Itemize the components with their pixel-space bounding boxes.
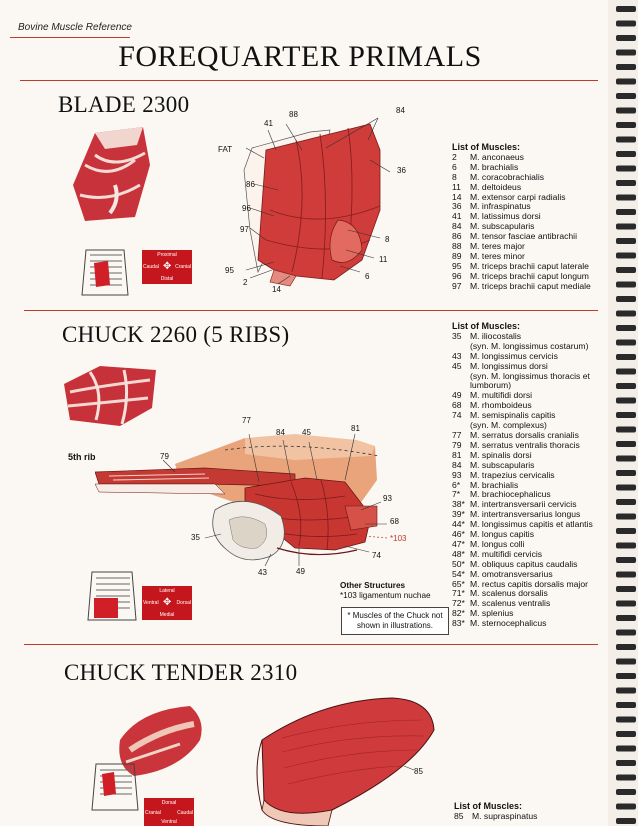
muscle-name: M. intertransversarii cervicis xyxy=(470,499,577,510)
binding-coil xyxy=(616,325,636,331)
muscle-name: M. triceps brachii caput mediale xyxy=(470,280,591,291)
muscle-name: M. longissimus dorsi xyxy=(470,360,548,371)
muscle-name: M. teres minor xyxy=(470,250,525,261)
binding-coil xyxy=(616,195,636,201)
muscle-number: 44* xyxy=(452,519,465,530)
muscle-number: 45 xyxy=(452,360,462,371)
muscle-number: 95 xyxy=(452,260,462,271)
binding-coil xyxy=(616,21,636,27)
blade-callout-88: 88 xyxy=(289,110,298,119)
binding-coil xyxy=(616,224,636,230)
blade-callout-14: 14 xyxy=(272,285,281,294)
muscle-name: M. brachialis xyxy=(470,161,519,172)
binding-coil xyxy=(616,311,636,317)
tender-muscle-illustration xyxy=(242,690,442,826)
muscle-number: 82* xyxy=(452,608,465,619)
blade-callout-fat: FAT xyxy=(218,145,233,154)
chuck-callout-77: 77 xyxy=(242,416,251,425)
muscle-name: M. serratus dorsalis cranialis xyxy=(470,429,579,440)
muscle-number: 54* xyxy=(452,568,465,579)
blade-callout-96: 96 xyxy=(242,204,251,213)
muscle-name: M. teres major xyxy=(470,241,525,252)
chuck-callout-68: 68 xyxy=(390,517,399,526)
fifth-rib-label: 5th rib xyxy=(68,452,96,462)
blade-callout-84: 84 xyxy=(396,106,405,115)
other-structures: Other Structures *103 ligamentum nuchae xyxy=(340,581,431,600)
muscle-name: M. multifidi cervicis xyxy=(470,548,543,559)
binding-coil xyxy=(616,340,636,346)
running-head-rule xyxy=(10,37,130,38)
blade-cut-photo xyxy=(65,125,155,225)
muscle-number: 6 xyxy=(452,161,457,172)
binding-coil xyxy=(616,659,636,665)
binding-coil xyxy=(616,50,636,56)
muscle-name: M. brachialis xyxy=(470,479,519,490)
binding-coil xyxy=(616,267,636,273)
muscle-number: 84 xyxy=(452,459,462,470)
muscle-name: M. deltoideus xyxy=(470,181,522,192)
binding-coil xyxy=(616,673,636,679)
chuck-callout-79: 79 xyxy=(160,452,169,461)
muscle-name: M. iliocostalis xyxy=(470,330,522,341)
muscle-number: 93 xyxy=(452,469,462,480)
muscle-number: 50* xyxy=(452,558,465,569)
page-title: FOREQUARTER PRIMALS xyxy=(118,40,482,73)
binding-coil xyxy=(616,122,636,128)
muscle-number: 88 xyxy=(452,241,462,252)
muscle-name: M. longus colli xyxy=(470,538,525,549)
binding-coil xyxy=(616,470,636,476)
muscle-name: M. semispinalis capitis xyxy=(470,410,556,421)
spiral-binding xyxy=(608,0,638,826)
muscle-synonym: (syn. M. longissimus costarum) xyxy=(470,340,589,351)
section-rule xyxy=(24,644,598,645)
binding-coil xyxy=(616,804,636,810)
binding-coil xyxy=(616,166,636,172)
chuck-callout-43: 43 xyxy=(258,568,267,577)
muscle-number: 47* xyxy=(452,538,465,549)
muscle-number: 85 xyxy=(454,810,464,821)
muscle-synonym: (syn. M. complexus) xyxy=(470,420,547,431)
binding-coil xyxy=(616,369,636,375)
binding-coil xyxy=(616,528,636,534)
binding-coil xyxy=(616,6,636,12)
muscle-name: M. brachiocephalicus xyxy=(470,489,551,500)
muscle-number: 71* xyxy=(452,588,465,599)
tender-title: CHUCK TENDER 2310 xyxy=(64,660,298,685)
muscle-number: 38* xyxy=(452,499,465,510)
tender-muscle-list: List of Muscles: 85 M. supraspinatus xyxy=(454,801,538,821)
muscle-number: 41 xyxy=(452,211,462,222)
muscle-number: 14 xyxy=(452,191,462,202)
muscle-name: M. anconaeus xyxy=(470,151,524,162)
muscle-number: 65* xyxy=(452,578,465,589)
binding-coil xyxy=(616,688,636,694)
binding-coil xyxy=(616,35,636,41)
muscle-name: M. subscapularis xyxy=(470,459,535,470)
muscle-name: M. serratus ventralis thoracis xyxy=(470,439,580,450)
muscle-list-item xyxy=(452,619,593,629)
binding-coil xyxy=(616,630,636,636)
muscle-name: M. triceps brachii caput laterale xyxy=(470,260,589,271)
blade-carcass-locator xyxy=(78,245,133,300)
blade-callout-8: 8 xyxy=(385,235,390,244)
binding-coil xyxy=(616,775,636,781)
chuck-callout-35: 35 xyxy=(191,533,200,542)
chuck-title: CHUCK 2260 (5 RIBS) xyxy=(62,322,290,347)
binding-coil xyxy=(616,354,636,360)
muscle-name: M. subscapularis xyxy=(470,221,535,232)
muscle-name: M. spinalis dorsi xyxy=(470,449,532,460)
muscle-name: M. rectus capitis dorsalis major xyxy=(470,578,588,589)
chuck-callout-103: *103 xyxy=(390,534,407,543)
muscle-number: 97 xyxy=(452,280,462,291)
binding-coil xyxy=(616,296,636,302)
muscle-synonym: (syn. M. longissimus thoracis et xyxy=(470,370,590,381)
blade-callout-2: 2 xyxy=(243,278,248,287)
muscle-number: 81 xyxy=(452,449,462,460)
binding-coil xyxy=(616,760,636,766)
chuck-callout-93: 93 xyxy=(383,494,392,503)
blade-callout-86: 86 xyxy=(246,180,255,189)
muscle-number: 8 xyxy=(452,171,457,182)
binding-coil xyxy=(616,557,636,563)
binding-coil xyxy=(616,151,636,157)
binding-coil xyxy=(616,64,636,70)
blade-callout-6: 6 xyxy=(365,272,370,281)
blade-orientation-box: Proximal Caudal Cranial Distal ✥ xyxy=(143,252,191,282)
muscle-number: 7* xyxy=(452,489,461,500)
binding-coil xyxy=(616,644,636,650)
binding-coil xyxy=(616,93,636,99)
muscle-list-item xyxy=(452,282,591,292)
muscle-name: M. extensor carpi radialis xyxy=(470,191,566,202)
binding-coil xyxy=(616,108,636,114)
muscle-number: 89 xyxy=(452,250,462,261)
binding-coil xyxy=(616,731,636,737)
binding-coil xyxy=(616,238,636,244)
muscle-name: M. multifidi dorsi xyxy=(470,390,533,401)
muscle-synonym: lumborum) xyxy=(470,380,512,391)
binding-coil xyxy=(616,717,636,723)
binding-coil xyxy=(616,514,636,520)
blade-muscle-list: List of Muscles: 2 M. anconaeus 6 M. brachialis 8 M. coracobrachialis 11 M. deltoideus 14 M. extensor carpi radialis 36 M. infraspinatus 41 M. latissimus dorsi 84 M. subscapularis 86 M. tensor fasciae antibrachii 88 M. teres major 89 M. teres minor 95 M. triceps brachii caput laterale 96 M. triceps brachii caput longum 97 M. triceps brachii caput mediale xyxy=(452,142,591,291)
muscle-number: 43 xyxy=(452,350,462,361)
muscle-number: 6* xyxy=(452,479,461,490)
binding-coil xyxy=(616,427,636,433)
binding-coil xyxy=(616,137,636,143)
muscle-number: 36 xyxy=(452,201,462,212)
muscle-list-item xyxy=(454,812,537,822)
muscle-number: 2 xyxy=(452,151,457,162)
binding-coil xyxy=(616,383,636,389)
muscle-name: M. intertransversarius longus xyxy=(470,509,581,520)
binding-coil xyxy=(616,282,636,288)
binding-coil xyxy=(616,79,636,85)
tender-orientation-box: Dorsal Cranial Caudal Ventral xyxy=(145,800,193,825)
binding-coil xyxy=(616,180,636,186)
chuck-note-box: * Muscles of the Chuck not shown in illustrations. xyxy=(341,607,449,635)
muscle-name: M. triceps brachii caput longum xyxy=(470,270,589,281)
muscle-name: M. coracobrachialis xyxy=(470,171,545,182)
chuck-muscle-list: List of Muscles: 35 M. iliocostalis (syn. M. longissimus costarum) 43 M. longissimus cervicis 45 M. longissimus dorsi (syn. M. longissimus thoracis et lumborum) 49 M. multifidi dorsi 68 M. rhomboideus 74 M. semispinalis capitis (syn. M. complexus) 77 M. serratus dorsalis cranialis 79 M. serratus ventralis thoracis 81 M. spinalis dorsi 84 M. subscapularis 93 M. trapezius cervicalis 6* M. brachialis 7* M. brachiocephalicus 38* M. intertransversarii cervicis 39* M. intertransversarius longus 44* M. longissimus capitis et atlantis 46* M. longus capitis 47* M. longus colli 48* M. multifidi cervicis 50* M. obliquus capitus caudalis 54* M. omotransversarius 65* M. rectus capitis dorsalis major 71* M. scalenus dorsalis 72* M. scalenus ventralis 82* M. splenius 83* M. sternocephalicus xyxy=(452,321,593,629)
muscle-name: M. longissimus cervicis xyxy=(470,350,558,361)
blade-callout-95: 95 xyxy=(225,266,234,275)
muscle-name: M. supraspinatus xyxy=(472,810,538,821)
muscle-number: 79 xyxy=(452,439,462,450)
muscle-number: 84 xyxy=(452,221,462,232)
blade-callout-36: 36 xyxy=(397,166,406,175)
muscle-number: 72* xyxy=(452,598,465,609)
binding-coil xyxy=(616,456,636,462)
binding-coil xyxy=(616,586,636,592)
title-rule xyxy=(20,80,598,81)
muscle-name: M. latissimus dorsi xyxy=(470,211,541,222)
binding-coil xyxy=(616,253,636,259)
binding-coil xyxy=(616,702,636,708)
tender-carcass-locator xyxy=(88,760,142,814)
muscle-name: M. sternocephalicus xyxy=(470,618,547,629)
muscle-name: M. omotransversarius xyxy=(470,568,553,579)
muscle-number: 68 xyxy=(452,400,462,411)
muscle-number: 86 xyxy=(452,231,462,242)
muscle-name: M. scalenus dorsalis xyxy=(470,588,548,599)
muscle-number: 39* xyxy=(452,509,465,520)
chuck-callout-45: 45 xyxy=(302,428,311,437)
muscle-name: M. tensor fasciae antibrachii xyxy=(470,231,577,242)
compass-arrows-icon: ✥ xyxy=(163,261,172,272)
binding-coil xyxy=(616,499,636,505)
chuck-callout-74: 74 xyxy=(372,551,381,560)
chuck-carcass-locator xyxy=(84,568,140,624)
blade-callout-11: 11 xyxy=(379,255,388,264)
muscle-name: M. scalenus ventralis xyxy=(470,598,551,609)
muscle-name: M. trapezius cervicalis xyxy=(470,469,555,480)
binding-coil xyxy=(616,601,636,607)
muscle-name: M. longus capitis xyxy=(470,529,535,540)
blade-callout-97: 97 xyxy=(240,225,249,234)
running-head: Bovine Muscle Reference xyxy=(18,22,132,33)
muscle-number: 48* xyxy=(452,548,465,559)
muscle-name: M. obliquus capitus caudalis xyxy=(470,558,578,569)
blade-title: BLADE 2300 xyxy=(58,92,190,117)
muscle-name: M. splenius xyxy=(470,608,514,619)
muscle-number: 77 xyxy=(452,429,462,440)
blade-callout-41: 41 xyxy=(264,119,273,128)
binding-coil xyxy=(616,398,636,404)
binding-coil xyxy=(616,412,636,418)
muscle-number: 46* xyxy=(452,529,465,540)
binding-coil xyxy=(616,818,636,824)
binding-coil xyxy=(616,209,636,215)
chuck-callout-84: 84 xyxy=(276,428,285,437)
binding-coil xyxy=(616,615,636,621)
binding-coil xyxy=(616,485,636,491)
blade-muscle-illustration xyxy=(230,110,420,300)
muscle-number: 83* xyxy=(452,618,465,629)
binding-coil xyxy=(616,746,636,752)
chuck-orientation-box: Lateral Ventral Dorsal Medial ✥ xyxy=(143,588,191,618)
binding-coil xyxy=(616,543,636,549)
binding-coil xyxy=(616,441,636,447)
chuck-callout-81: 81 xyxy=(351,424,360,433)
binding-coil xyxy=(616,572,636,578)
binding-coil xyxy=(616,789,636,795)
section-rule xyxy=(24,310,598,311)
compass-arrows-icon: ✥ xyxy=(163,597,172,608)
muscle-number: 35 xyxy=(452,330,462,341)
muscle-number: 11 xyxy=(452,181,461,192)
muscle-number: 74 xyxy=(452,410,462,421)
muscle-name: M. rhomboideus xyxy=(470,400,532,411)
muscle-name: M. infraspinatus xyxy=(470,201,531,212)
muscle-number: 49 xyxy=(452,390,462,401)
muscle-name: M. longissimus capitis et atlantis xyxy=(470,519,593,530)
muscle-number: 96 xyxy=(452,270,462,281)
tender-callout-85: 85 xyxy=(414,767,423,776)
chuck-callout-49: 49 xyxy=(296,567,305,576)
